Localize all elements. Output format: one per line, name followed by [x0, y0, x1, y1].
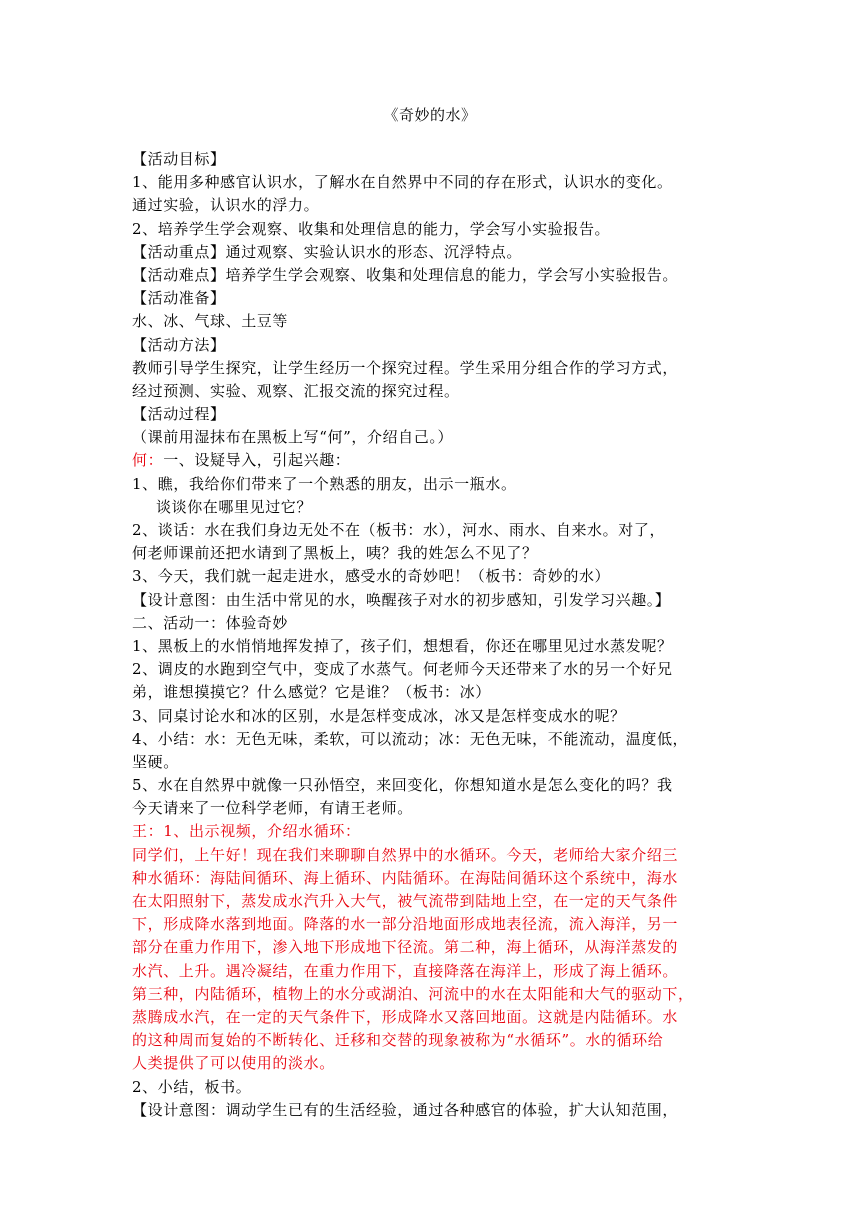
text-line: 教师引导学生探究，让学生经历一个探究过程。学生采用分组合作的学习方式，	[132, 358, 679, 377]
document-title: 《奇妙的水》	[383, 106, 477, 124]
text-line: 【活动方法】	[132, 335, 226, 354]
text-line: 弟，谁想摸摸它？什么感觉？它是谁？（板书：冰）	[132, 683, 491, 702]
text-line: 【活动目标】	[132, 150, 226, 168]
text-line: 2、培养学生学会观察、收集和处理信息的能力，学会写小实验报告。	[132, 219, 611, 238]
text-line: 经过预测、实验、观察、汇报交流的探究过程。	[132, 381, 460, 400]
text-line: 1、黑板上的水悄悄地挥发掉了，孩子们，想想看，你还在哪里见过水蒸发呢？	[132, 636, 673, 655]
text-line: 谈谈你在哪里见过它？	[156, 497, 313, 516]
document-body	[132, 148, 736, 1122]
text-line: 【活动难点】培养学生学会观察、收集和处理信息的能力，学会写小实验报告。	[132, 265, 679, 284]
text-line: 二、活动一：体验奇妙	[132, 613, 289, 632]
text-line: 水汽、上升。遇冷凝结，在重力作用下，直接降落在海洋上，形成了海上循环。	[132, 961, 679, 980]
text-line: 2、小结，板书。	[132, 1077, 252, 1096]
text-line: 5、水在自然界中就像一只孙悟空，来回变化，你想知道水是怎么变化的吗？我	[132, 776, 673, 795]
text-line: 蒸腾成水汽，在一定的天气条件下，形成降水又落回地面。这就是内陆循环。水	[132, 1007, 679, 1026]
text-line: 【设计意图：由生活中常见的水，唤醒孩子对水的初步感知，引发学习兴趣。】	[132, 590, 671, 609]
text-line: 同学们，上午好！现在我们来聊聊自然界中的水循环。今天，老师给大家介绍三	[132, 845, 679, 864]
text-line: 坚硬。	[132, 752, 179, 771]
text-line: 水、冰、气球、土豆等	[132, 312, 289, 331]
text-line: 1、瞧，我给你们带来了一个熟悉的朋友，出示一瓶水。	[132, 474, 517, 493]
text-line: 3、今天，我们就一起走进水，感受水的奇妙吧！（板书：奇妙的水）	[132, 567, 611, 586]
text-line: 2、谈话：水在我们身边无处不在（板书：水），河水、雨水、自来水。对了，	[132, 521, 666, 539]
text-line: 【活动重点】通过观察、实验认识水的形态、沉浮特点。	[132, 242, 523, 261]
text-line: 今天请来了一位科学老师，有请王老师。	[132, 799, 413, 818]
speaker-prefix: 何：	[132, 451, 164, 470]
text-line: 通过实验，认识水的浮力。	[132, 196, 320, 215]
text-line: 在太阳照射下，蒸发成水汽升入大气，被气流带到陆地上空，在一定的天气条件	[132, 892, 679, 910]
text-line: 下，形成降水落到地面。降落的水一部分沿地面形成地表径流，流入海洋，另一	[132, 915, 679, 934]
text-line: 【活动过程】	[132, 405, 226, 424]
text-line: 1、能用多种感官认识水，了解水在自然界中不同的存在形式，认识水的变化。	[132, 173, 673, 192]
line-text: 一、设疑导入，引起兴趣：	[163, 451, 351, 470]
text-line: 2、调皮的水跑到空气中，变成了水蒸气。何老师今天还带来了水的另一个好兄	[132, 660, 673, 679]
text-line: 的这种周而复始的不断转化、迁移和交替的现象被称为“水循环”。水的循环给	[132, 1031, 664, 1050]
text-line: 种水循环：海陆间循环、海上循环、内陆循环。在海陆间循环这个系统中，海水	[132, 868, 679, 887]
text-line: （课前用湿抹布在黑板上写“何”，介绍自己。）	[132, 428, 454, 447]
text-line: 【活动准备】	[132, 289, 226, 308]
text-line: 人类提供了可以使用的淡水。	[132, 1054, 335, 1073]
text-line: 王：1、出示视频，介绍水循环：	[132, 822, 361, 841]
text-line: 【设计意图：调动学生已有的生活经验，通过各种感官的体验，扩大认知范围，	[132, 1100, 679, 1119]
text-line: 第三种，内陆循环，植物上的水分或湖泊、河流中的水在太阳能和大气的驱动下，	[132, 984, 694, 1003]
text-line: 何老师课前还把水请到了黑板上，咦？我的姓怎么不见了？	[132, 544, 538, 563]
text-line: 4、小结：水：无色无味，柔软，可以流动；冰：无色无味，不能流动，温度低，	[132, 729, 689, 748]
text-line: 3、同桌讨论水和冰的区别，水是怎样变成冰，冰又是怎样变成水的呢？	[132, 706, 626, 725]
text-line: 部分在重力作用下，渗入地下形成地下径流。第二种，海上循环，从海洋蒸发的	[132, 938, 679, 957]
text-line	[132, 449, 736, 472]
